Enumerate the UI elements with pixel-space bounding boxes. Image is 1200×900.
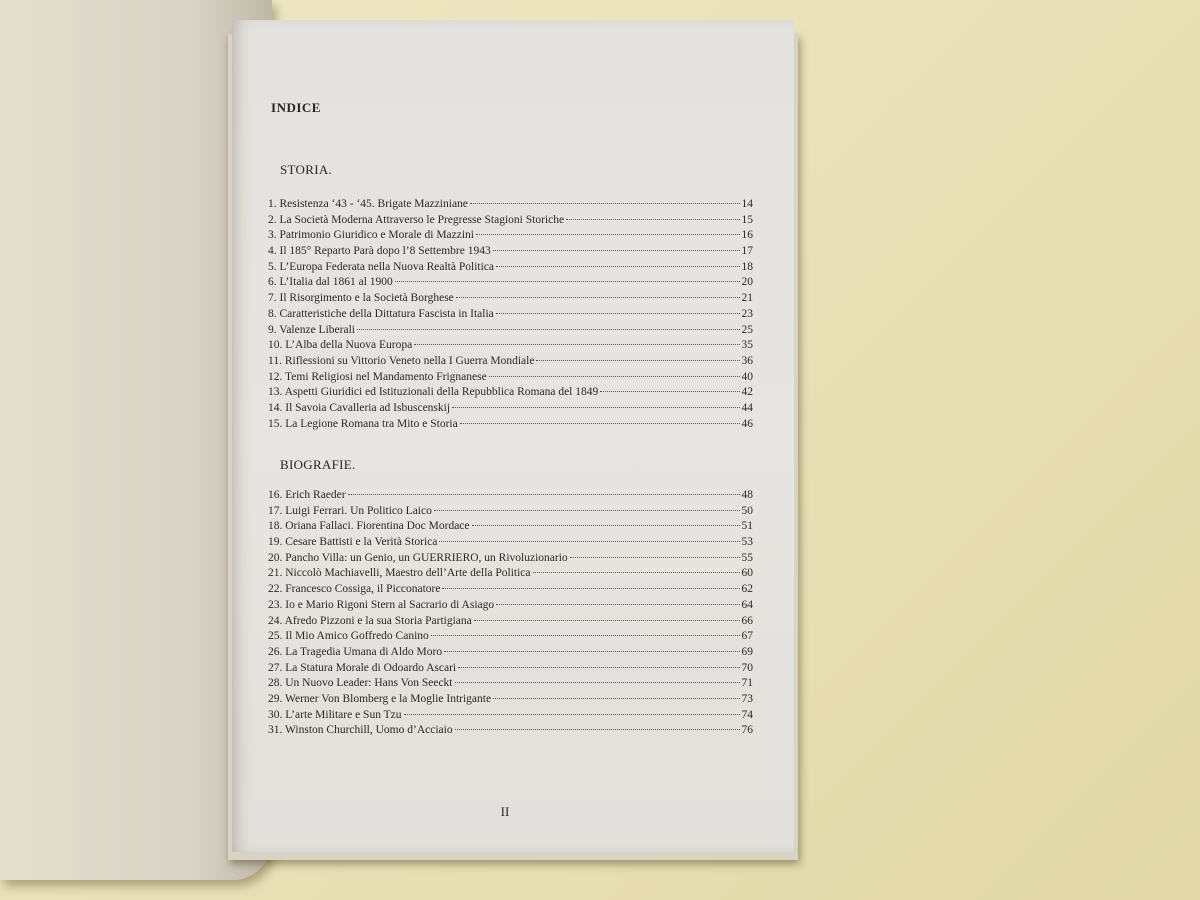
- toc-entry-page: 18: [741, 260, 753, 273]
- toc-entry: [268, 198, 753, 214]
- dot-leader: [414, 344, 739, 345]
- section-heading-biografie: BIOGRAFIE.: [280, 457, 356, 472]
- toc-entry-title: 15. La Legione Romana tra Mito e Storia: [268, 417, 458, 430]
- dot-leader: [455, 729, 740, 730]
- toc-entry: [268, 615, 753, 631]
- toc-entry-title: 6. L’Italia dal 1861 al 1900: [268, 276, 393, 289]
- toc-entry-page: 40: [741, 370, 753, 383]
- toc-entry-page: 36: [741, 354, 753, 367]
- dot-leader: [444, 651, 739, 652]
- section-heading-storia: STORIA.: [280, 162, 333, 177]
- dot-leader: [496, 313, 740, 314]
- toc-entry-title: 17. Luigi Ferrari. Un Politico Laico: [268, 504, 432, 517]
- toc-entry-title: 3. Patrimonio Giuridico e Morale di Mazzini: [268, 229, 474, 242]
- page-number: II: [500, 804, 510, 819]
- toc-entry: [268, 662, 753, 678]
- dot-leader: [493, 250, 740, 251]
- toc-entry: [268, 536, 753, 552]
- toc-entry: [268, 520, 753, 536]
- toc-entry-title: 23. Io e Mario Rigoni Stern al Sacrario di Asiago: [268, 598, 495, 611]
- toc-entry: [268, 402, 753, 418]
- toc-list-biografie: [268, 489, 753, 740]
- toc-entry: [268, 261, 753, 277]
- toc-entry-title: 5. L’Europa Federata nella Nuova Realtà Politica: [268, 260, 494, 273]
- toc-entry-title: 20. Pancho Villa: un Genio, un GUERRIERO, un Rivoluzionario: [268, 551, 568, 564]
- dot-leader: [600, 391, 739, 392]
- toc-entry-page: 46: [741, 417, 753, 430]
- toc-entry-title: 29. Werner Von Blomberg e la Moglie Intrigante: [268, 692, 492, 705]
- toc-entry-title: 8. Caratteristiche della Dittatura Fascista in Italia: [268, 307, 494, 320]
- toc-entry-page: 50: [741, 504, 753, 517]
- toc-entry: [268, 418, 753, 434]
- toc-entry-title: 1. Resistenza ‘43 - ‘45. Brigate Mazziniane: [268, 198, 468, 210]
- dot-leader: [456, 297, 740, 298]
- toc-entry: [268, 371, 753, 387]
- toc-entry-page: 64: [741, 598, 753, 611]
- toc-entry: [268, 355, 753, 371]
- dot-leader: [348, 494, 740, 495]
- toc-entry-page: 53: [741, 536, 753, 549]
- dot-leader: [536, 360, 739, 361]
- toc-entry-page: 62: [741, 583, 753, 596]
- toc-list-storia: [268, 198, 753, 433]
- page-title: INDICE: [271, 100, 321, 115]
- dot-leader: [442, 588, 739, 589]
- dot-leader: [455, 682, 740, 683]
- toc-entry-title: 9. Valenze Liberali: [268, 323, 355, 336]
- toc-entry-title: 18. Oriana Fallaci. Fiorentina Doc Mordace: [268, 520, 470, 533]
- toc-entry: [268, 693, 753, 709]
- toc-entry: [268, 386, 753, 402]
- toc-entry: [268, 599, 753, 615]
- toc-entry-page: 21: [741, 292, 753, 305]
- toc-entry-page: 20: [741, 276, 753, 289]
- toc-entry-title: 16. Erich Raeder: [268, 489, 346, 501]
- dot-leader: [470, 203, 740, 204]
- toc-entry-page: 60: [741, 567, 753, 580]
- toc-entry: [268, 214, 753, 230]
- dot-leader: [395, 281, 740, 282]
- toc-entry: [268, 489, 753, 505]
- toc-entry: [268, 505, 753, 521]
- toc-entry-title: 27. La Statura Morale di Odoardo Ascari: [268, 661, 457, 674]
- dot-leader: [489, 376, 740, 377]
- toc-entry-page: 48: [741, 489, 753, 501]
- toc-entry-title: 22. Francesco Cossiga, il Picconatore: [268, 583, 441, 596]
- toc-entry-page: 74: [741, 708, 753, 721]
- toc-entry-page: 35: [741, 339, 753, 352]
- dot-leader: [533, 572, 740, 573]
- toc-entry: [268, 308, 753, 324]
- dot-leader: [357, 329, 740, 330]
- toc-entry-page: 15: [741, 213, 753, 226]
- toc-entry-title: 4. Il 185° Reparto Parà dopo l’8 Settembre 1943: [268, 245, 491, 258]
- toc-entry-page: 16: [741, 229, 753, 242]
- dot-leader: [431, 635, 740, 636]
- toc-entry-page: 42: [741, 386, 753, 399]
- dot-leader: [434, 510, 740, 511]
- dot-leader: [476, 234, 740, 235]
- dot-leader: [472, 525, 740, 526]
- dot-leader: [452, 407, 739, 408]
- toc-entry-page: 66: [741, 614, 753, 627]
- toc-entry: [268, 646, 753, 662]
- toc-entry: [268, 724, 753, 740]
- dot-leader: [570, 557, 740, 558]
- toc-entry-page: 67: [741, 630, 753, 643]
- toc-entry: [268, 324, 753, 340]
- toc-entry-title: 2. La Società Moderna Attraverso le Pregresse Stagioni Storiche: [268, 213, 565, 226]
- toc-entry: [268, 276, 753, 292]
- toc-entry-title: 13. Aspetti Giuridici ed Istituzionali della Repubblica Romana del 1849: [268, 386, 599, 399]
- dot-leader: [458, 667, 739, 668]
- toc-entry-title: 28. Un Nuovo Leader: Hans Von Seeckt: [268, 677, 453, 690]
- toc-entry: [268, 552, 753, 568]
- toc-entry-page: 69: [741, 645, 753, 658]
- dot-leader: [404, 714, 740, 715]
- toc-entry-title: 14. Il Savoia Cavalleria ad Isbuscenskij: [268, 401, 451, 414]
- dot-leader: [496, 604, 739, 605]
- toc-entry: [268, 292, 753, 308]
- toc-entry-page: 25: [741, 323, 753, 336]
- toc-entry: [268, 245, 753, 261]
- toc-entry-page: 55: [741, 551, 753, 564]
- toc-entry: [268, 229, 753, 245]
- toc-entry: [268, 677, 753, 693]
- toc-entry-title: 30. L’arte Militare e Sun Tzu: [268, 708, 402, 721]
- toc-entry-page: 23: [741, 307, 753, 320]
- toc-entry: [268, 583, 753, 599]
- toc-entry-title: 24. Afredo Pizzoni e la sua Storia Partigiana: [268, 614, 472, 627]
- toc-entry-title: 7. Il Risorgimento e la Società Borghese: [268, 292, 454, 305]
- toc-entry: [268, 709, 753, 725]
- toc-entry: [268, 567, 753, 583]
- toc-entry-page: 51: [741, 520, 753, 533]
- toc-entry-title: 31. Winston Churchill, Uomo d’Acciaio: [268, 724, 453, 737]
- toc-entry: [268, 630, 753, 646]
- dot-leader: [439, 541, 739, 542]
- toc-entry-title: 21. Niccolò Machiavelli, Maestro dell’Arte della Politica: [268, 567, 531, 580]
- dot-leader: [496, 266, 740, 267]
- toc-entry-page: 76: [741, 724, 753, 737]
- toc-entry-title: 12. Temi Religiosi nel Mandamento Frignanese: [268, 370, 487, 383]
- toc-entry-page: 71: [741, 677, 753, 690]
- toc-entry-title: 25. Il Mio Amico Goffredo Canino: [268, 630, 429, 643]
- toc-entry-title: 19. Cesare Battisti e la Verità Storica: [268, 536, 438, 549]
- toc-entry-page: 14: [741, 198, 753, 210]
- toc-entry-title: 11. Riflessioni su Vittorio Veneto nella I Guerra Mondiale: [268, 354, 535, 367]
- toc-entry: [268, 339, 753, 355]
- dot-leader: [493, 698, 739, 699]
- toc-entry-page: 70: [741, 661, 753, 674]
- toc-entry-page: 17: [741, 245, 753, 258]
- dot-leader: [460, 423, 740, 424]
- toc-entry-title: 10. L’Alba della Nuova Europa: [268, 339, 413, 352]
- dot-leader: [566, 219, 739, 220]
- dot-leader: [474, 620, 740, 621]
- toc-entry-title: 26. La Tragedia Umana di Aldo Moro: [268, 645, 443, 658]
- toc-entry-page: 44: [741, 401, 753, 414]
- toc-entry-page: 73: [741, 692, 753, 705]
